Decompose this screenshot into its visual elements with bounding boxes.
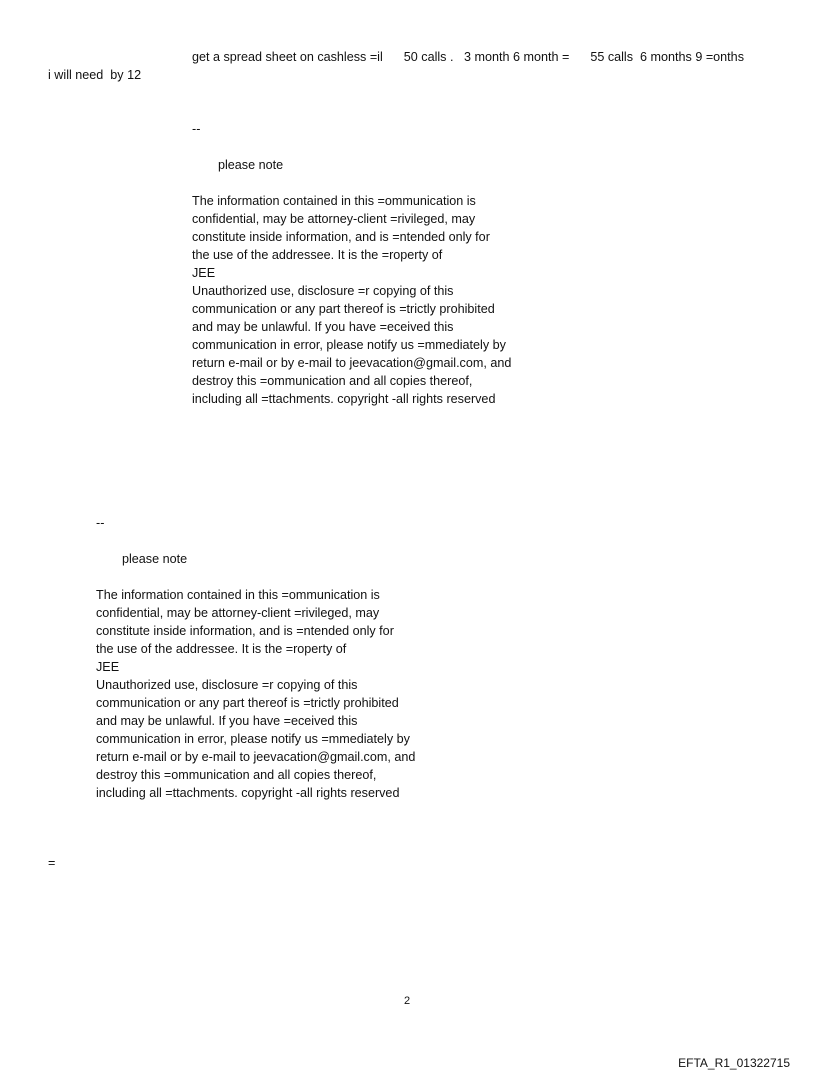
disclaimer-line: JEE [192, 266, 216, 280]
disclaimer-line: constitute inside information, and is =ntended only for [96, 624, 394, 638]
header-line-1: get a spread sheet on cashless =il 50 calls . 3 month 6 month = 55 calls 6 months 9 =onths [192, 50, 744, 64]
disclaimer-line: the use of the addressee. It is the =roperty of [192, 248, 443, 262]
disclaimer-line: return e-mail or by e-mail to jeevacation@gmail.com, and [96, 750, 416, 764]
disclaimer-line: communication or any part thereof is =trictly prohibited [192, 302, 495, 316]
disclaimer-line: JEE [96, 660, 120, 674]
disclaimer-line: confidential, may be attorney-client =rivileged, may [192, 212, 476, 226]
disclaimer-line: the use of the addressee. It is the =roperty of [96, 642, 347, 656]
signature-2-please-note: please note [122, 552, 188, 566]
disclaimer-line: confidential, may be attorney-client =rivileged, may [96, 606, 380, 620]
disclaimer-line: destroy this =ommunication and all copies thereof, [96, 768, 377, 782]
signature-2-dashes: -- [96, 516, 105, 530]
disclaimer-line: destroy this =ommunication and all copies thereof, [192, 374, 473, 388]
disclaimer-line: communication in error, please notify us =mmediately by [192, 338, 506, 352]
document-id: EFTA_R1_01322715 [678, 1056, 790, 1070]
disclaimer-line: including all =ttachments. copyright -all rights reserved [96, 786, 400, 800]
disclaimer-line: constitute inside information, and is =ntended only for [192, 230, 490, 244]
signature-1-disclaimer [192, 192, 511, 408]
disclaimer-line: Unauthorized use, disclosure =r copying of this [96, 678, 358, 692]
signature-1-please-note: please note [218, 158, 284, 172]
signature-1-dashes: -- [192, 122, 201, 136]
disclaimer-line: including all =ttachments. copyright -all rights reserved [192, 392, 496, 406]
header-line-2: i will need by 12 [48, 68, 142, 82]
trailing-equals-mark: = [48, 856, 56, 870]
disclaimer-line: communication or any part thereof is =trictly prohibited [96, 696, 399, 710]
disclaimer-line: Unauthorized use, disclosure =r copying of this [192, 284, 454, 298]
disclaimer-line: The information contained in this =ommunication is [96, 588, 380, 602]
signature-2-disclaimer [96, 586, 415, 802]
disclaimer-line: The information contained in this =ommunication is [192, 194, 476, 208]
disclaimer-line: and may be unlawful. If you have =eceived this [192, 320, 454, 334]
disclaimer-line: and may be unlawful. If you have =eceived this [96, 714, 358, 728]
page-number: 2 [404, 995, 411, 1007]
disclaimer-line: return e-mail or by e-mail to jeevacation@gmail.com, and [192, 356, 512, 370]
disclaimer-line: communication in error, please notify us =mmediately by [96, 732, 410, 746]
